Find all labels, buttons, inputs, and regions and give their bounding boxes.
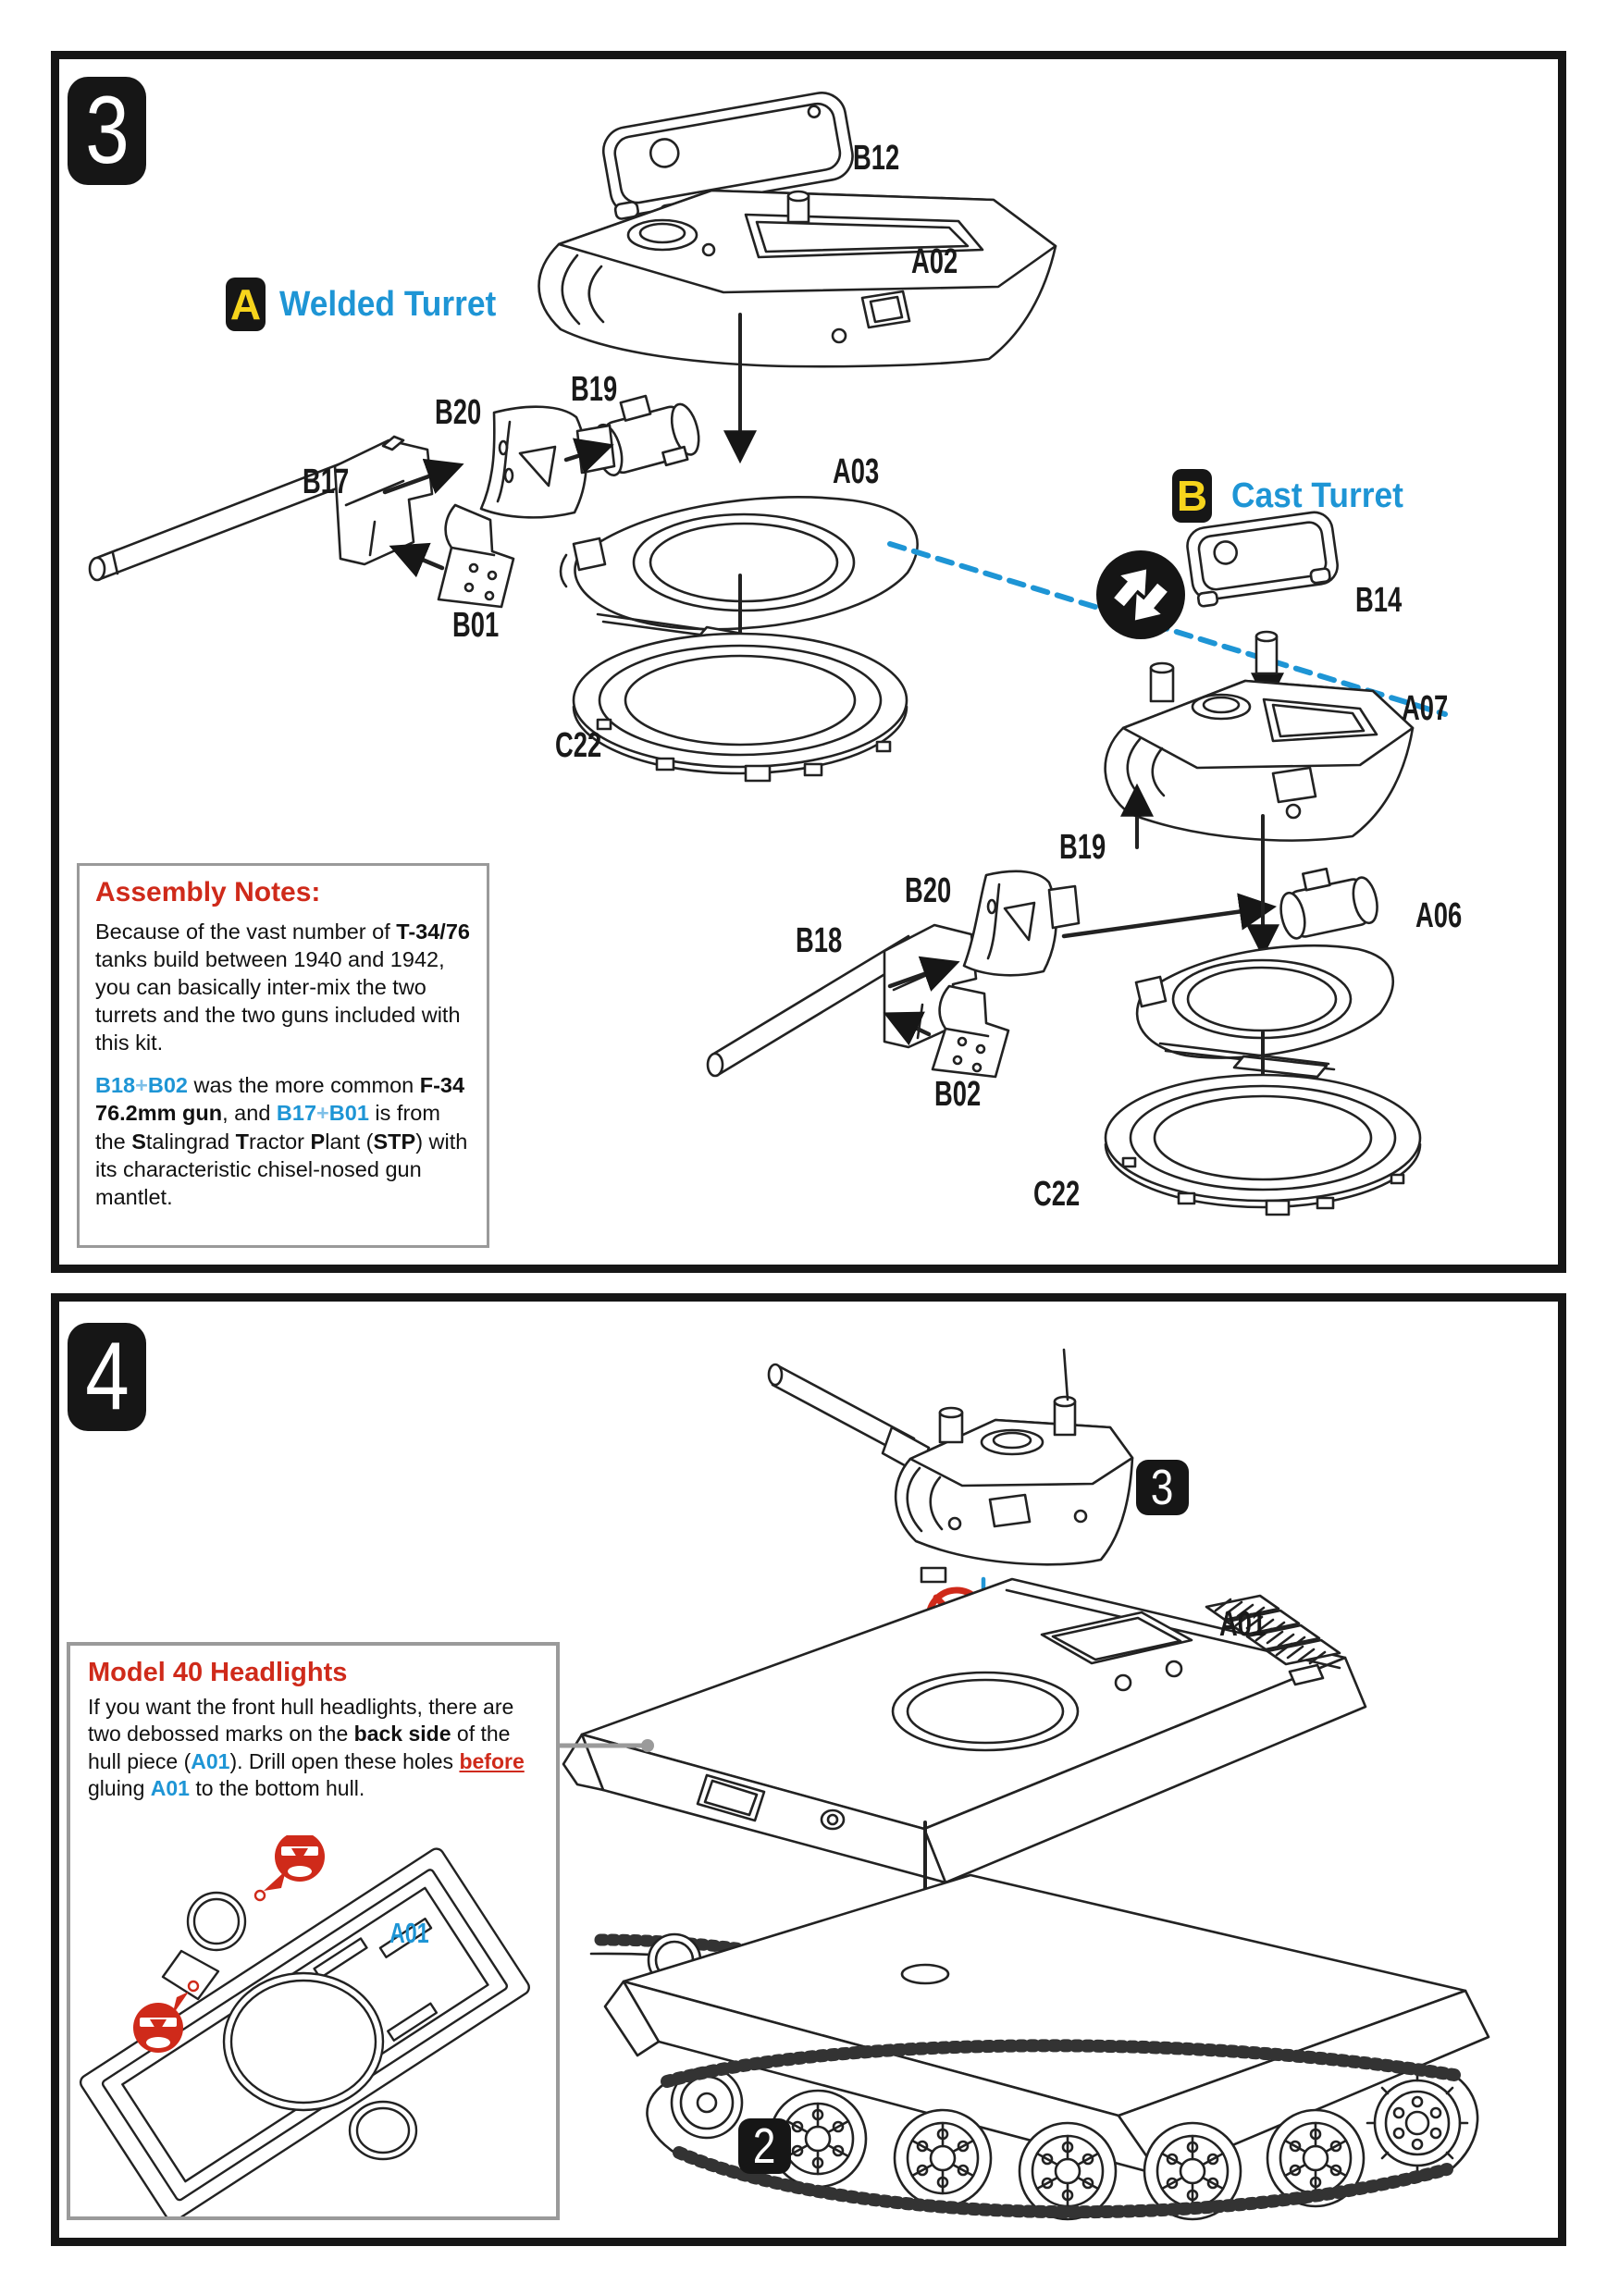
- option-a-letter: A: [229, 280, 262, 328]
- a07-cast-turret-drawing: [1106, 632, 1413, 841]
- lower-hull-tracks-drawing: [591, 1875, 1489, 2219]
- part-label-b19a: B19: [571, 370, 618, 409]
- turret-step-ref-badge: 3: [1136, 1460, 1189, 1515]
- part-label-c22a: C22: [555, 726, 602, 765]
- option-b-title: Cast Turret: [1231, 476, 1403, 515]
- b17-gun-drawing: [90, 437, 432, 580]
- part-label-c22b: C22: [1033, 1175, 1081, 1214]
- part-label-b01: B01: [452, 606, 500, 645]
- headlights-note-title: Model 40 Headlights: [88, 1658, 348, 1687]
- b01-part-drawing: [439, 505, 513, 607]
- turret-peg-hole: [902, 1965, 948, 1983]
- assembly-notes-paragraph-2: B18+B02 was the more common F-34 76.2mm gun, and B17+B01 is from the Stalingrad Tractor Plant (STP) with its characteristic chisel-nosed gun mantlet.: [95, 1073, 468, 1209]
- option-a-title: Welded Turret: [279, 285, 497, 324]
- step3-number: 3: [84, 77, 130, 184]
- step3-number-badge: [68, 77, 146, 185]
- assembly-notes-title: Assembly Notes:: [95, 877, 321, 907]
- b14-hatch-drawing: [1185, 510, 1341, 607]
- part-label-b20b: B20: [905, 871, 952, 910]
- chassis-step-ref-badge: 2: [738, 2118, 791, 2174]
- part-label-a02: A02: [911, 242, 958, 281]
- headlights-note-paragraph: If you want the front hull headlights, there are two debossed marks on the back side of the hull piece (A01). Drill open these holes before gluing A01 to the bottom hull.: [88, 1695, 525, 1801]
- part-label-b18: B18: [796, 921, 843, 960]
- part-label-b19b: B19: [1059, 828, 1106, 867]
- b19-part-drawing-b: [1274, 860, 1381, 941]
- step4-number-badge: [68, 1323, 146, 1431]
- drive-sprocket: [1367, 2073, 1467, 2173]
- option-b-letter: B: [1176, 472, 1208, 520]
- c22-ring-drawing-b: [1106, 1075, 1420, 1215]
- headlights-note-box: [67, 1642, 560, 2220]
- part-label-b14: B14: [1355, 581, 1403, 620]
- part-label-a01-sketch: A01: [389, 1917, 429, 1949]
- part-label-a06: A06: [1415, 896, 1463, 935]
- swap-arrows-icon: [1096, 550, 1185, 639]
- b20-part-drawing-b: [964, 871, 1079, 975]
- assembled-turret-drawing: [769, 1350, 1132, 1582]
- part-label-b17: B17: [303, 463, 350, 501]
- c22-ring-drawing-a: [574, 634, 907, 781]
- part-label-b02: B02: [934, 1075, 982, 1114]
- part-label-b20a: B20: [435, 393, 482, 432]
- hull-bottom-sketch: [70, 1835, 556, 2216]
- part-label-a03: A03: [833, 452, 880, 491]
- option-a-badge: [226, 278, 266, 331]
- assembly-notes-paragraph-1: Because of the vast number of T-34/76 tanks build between 1940 and 1942, you can basically inter-mix the two turrets and the two guns included with this kit.: [95, 920, 470, 1055]
- part-label-b12: B12: [853, 139, 900, 178]
- step4-number: 4: [84, 1323, 130, 1430]
- b20-part-drawing-a: [481, 407, 614, 518]
- option-b-badge: [1172, 469, 1212, 523]
- b02-part-drawing: [933, 986, 1008, 1077]
- drill-hole-icon: [264, 1835, 325, 1891]
- part-label-a01-hull: A01: [1219, 1605, 1267, 1644]
- part-label-a07: A07: [1402, 689, 1449, 728]
- assembly-notes-box: [77, 863, 489, 1248]
